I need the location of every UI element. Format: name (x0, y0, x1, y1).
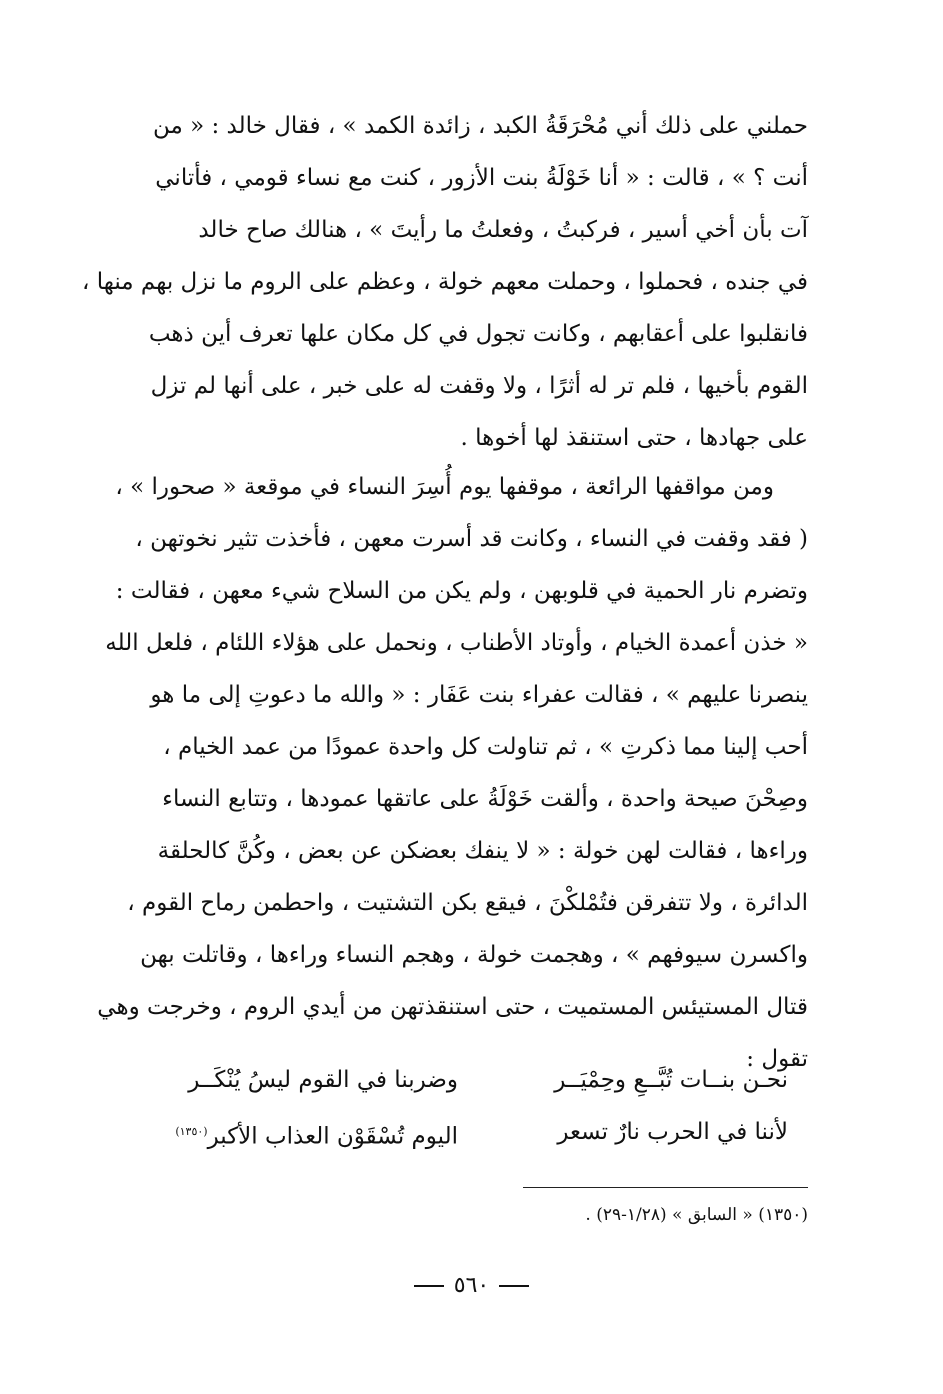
text-line: أحب إلينا مما ذكرتِ » ، ثم تناولت كل واحدة عمودًا من عمد الخيام ، (163, 734, 808, 760)
text-line: فانقلبوا على أعقابهم ، وكانت تجول في كل مكان علها تعرف أين ذهب (148, 321, 808, 347)
text-line: وراءها ، فقالت لهن خولة : « لا ينفك بعضكن عن بعض ، وكُنَّ كالحلقة (157, 838, 808, 864)
text-line: في جنده ، فحملوا ، وحملت معهم خولة ، وعظم على الروم ما نزل بهم منها ، (82, 269, 808, 295)
text-line: وصِحْنَ صيحة واحدة ، وألقت خَوْلَةُ على عاتقها عمودها ، وتتابع النساء (162, 786, 808, 812)
footnote-divider (523, 1187, 808, 1188)
poem-verse (128, 1106, 808, 1163)
footnote: (١٣٥٠) « السابق » (١/٢٨-٢٩) . (585, 1205, 808, 1225)
text-line: قتال المستيئس المستميت ، حتى استنقذتهن من أيدي الروم ، وخرجت وهي (97, 994, 808, 1020)
text-line: آت بأن أخي أسير ، فركبتُ ، وفعلتُ ما رأيتَ » ، هنالك صاح خالد (198, 217, 808, 243)
text-line: القوم بأخيها ، فلم تر له أثرًا ، ولا وقفت له على خبر ، على أنها لم تزل (150, 373, 808, 399)
text-line: وتضرم نار الحمية في قلوبهن ، ولم يكن من السلاح شيء معهن ، فقالت : (115, 578, 808, 604)
page-number: ٥٦٠ (453, 1273, 490, 1298)
paragraph-1 (82, 100, 808, 464)
dash-right (414, 1285, 444, 1287)
poem-hemistich: نحـن بنــات تُبَّــعِ وحِمْيَــر (554, 1067, 788, 1093)
poem-hemistich-text: اليوم تُسْقَوْن العذاب الأكبر (207, 1123, 458, 1150)
poem-hemistich-with-ref (128, 1106, 458, 1163)
text-line: « خذن أعمدة الخيام ، وأوتاد الأطناب ، ونحمل على هؤلاء اللئام ، فلعل الله (105, 630, 808, 656)
text-line: الدائرة ، ولا تتفرقن فتُمْلكْنَ ، فيقع بكن التشتيت ، واحطمن رماح القوم ، (127, 890, 808, 916)
text-line: ومن مواقفها الرائعة ، موقفها يوم أُسِرَ النساء في موقعة « صحورا » ، (115, 474, 774, 500)
footnote-reference: (١٣٥٠) (175, 1125, 208, 1138)
paragraph-2 (97, 461, 808, 1085)
poem (128, 1054, 808, 1163)
poem-verse (128, 1054, 808, 1106)
text-line: واكسرن سيوفهم » ، وهجمت خولة ، وهجم النساء وراءها ، وقاتلت بهن (140, 942, 808, 968)
page-number-container (0, 1273, 943, 1298)
poem-hemistich: وضربنا في القوم ليسُ يُنْكَــر (188, 1067, 458, 1093)
text-line: حملني على ذلك أني مُحْرَقَةُ الكبد ، زائدة الكمد » ، فقال خالد : « من (152, 113, 808, 139)
text-line: ( فقد وقفت في النساء ، وكانت قد أسرت معهن ، فأخذت تثير نخوتهن ، (135, 526, 808, 552)
poem-hemistich: لأننا في الحرب نارٌ تسعر (557, 1119, 788, 1145)
text-line: ينصرنا عليهم » ، فقالت عفراء بنت عَفَار : « والله ما دعوتِ إلى ما هو (150, 682, 808, 708)
text-line: تقول : (746, 1046, 808, 1072)
text-line: على جهادها ، حتى استنقذ لها أخوها . (460, 425, 808, 451)
text-line: أنت ؟ » ، قالت : « أنا خَوْلَةُ بنت الأزور ، كنت مع نساء قومي ، فأتاني (155, 165, 808, 191)
dash-left (499, 1285, 529, 1287)
